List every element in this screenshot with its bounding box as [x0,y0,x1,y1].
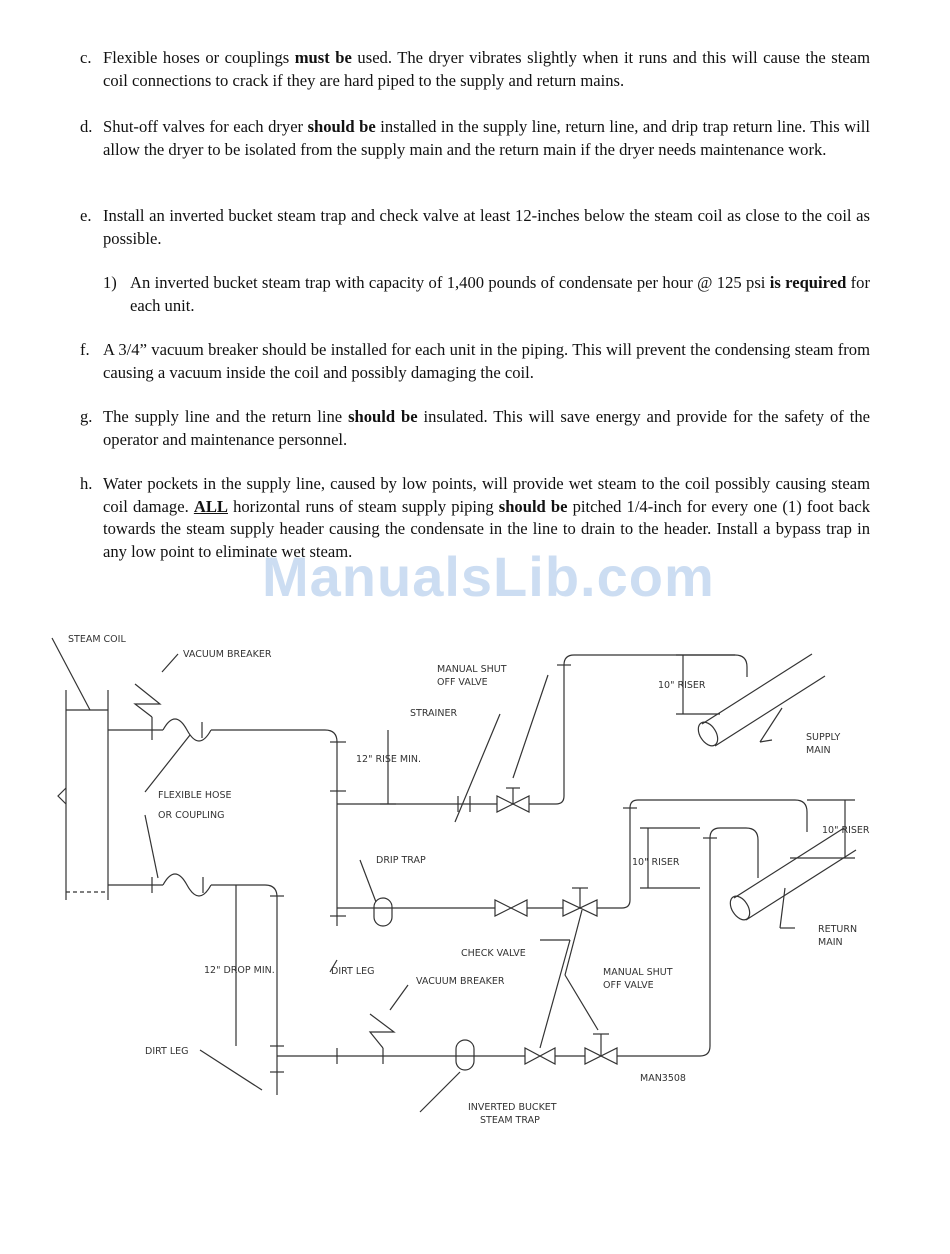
text-run: Install an inverted bucket steam trap and check valve at least 12-inches below the steam coil as close to the coil as possible. [103,206,870,248]
text-run: ALL [193,496,228,516]
label-manual-shut-off-top-2: OFF VALVE [437,677,488,688]
text-run: A 3/4” vacuum breaker should be installed for each unit in the piping. This will prevent the condensing steam from causing a vacuum inside the coil and possibly damaging the coil. [103,340,870,382]
text-run: An inverted bucket steam trap with capacity of 1,400 pounds of condensate per hour @ 125 psi [130,273,770,292]
gate-valve-supply-icon [497,788,529,812]
list-item-e-1 [103,272,870,317]
label-return-main-2: MAIN [818,937,843,948]
label-supply-main-2: MAIN [806,745,831,756]
list-item-g [80,406,870,451]
check-valve-lower-icon [525,1048,555,1064]
label-drop-min: 12" DROP MIN. [204,965,275,976]
label-return-main-1: RETURN [818,924,858,935]
label-dirt-leg-upper: DIRT LEG [331,966,375,977]
steam-coil-icon [58,690,108,900]
label-riser-supply: 10" RISER [658,680,706,691]
label-drawing-number: MAN3508 [640,1073,686,1084]
text-run: The supply line and the return line [103,407,349,426]
text-run: should be [348,407,418,426]
gate-valve-return-upper-icon [563,888,597,916]
list-label: d. [80,117,93,136]
list-label: e. [80,206,92,225]
list-label: 1) [103,273,117,292]
check-valve-upper-icon [495,900,527,916]
list-label: h. [80,474,93,493]
watermark: ManualsLib.com [262,545,715,608]
label-riser-return-left: 10" RISER [632,857,680,868]
text-run: horizontal runs of steam supply piping [227,496,499,516]
text-run: is required [769,273,847,292]
list-label: g. [80,407,93,426]
label-vacuum-breaker-top: VACUUM BREAKER [183,649,272,660]
label-drip-trap: DRIP TRAP [376,855,426,866]
text-run: must be [294,48,352,67]
list-text [103,116,870,161]
text-run: Flexible hoses or couplings [103,48,295,67]
label-rise-min: 12" RISE MIN. [356,754,422,765]
text-run: Shut-off valves for each dryer [103,117,308,136]
gate-valve-return-lower-icon [585,1034,617,1064]
label-riser-return-right: 10" RISER [822,825,870,836]
inverted-bucket-trap-icon [456,1040,474,1070]
label-manual-shut-off-bottom-2: OFF VALVE [603,980,654,991]
label-inverted-bucket-2: STEAM TRAP [480,1115,540,1126]
list-text [103,47,870,92]
list-item-e [80,205,870,250]
label-strainer: STRAINER [410,708,458,719]
list-text [103,406,870,451]
label-flexible-hose-2: OR COUPLING [158,810,225,821]
return-main-icon [726,828,856,923]
list-item-d [80,116,870,161]
label-steam-coil: STEAM COIL [68,634,126,645]
text-run: should be [498,496,568,516]
label-manual-shut-off-top-1: MANUAL SHUT [437,664,507,675]
text-run: pitched 1/4-inch for every one (1) foot back towards the steam supply header causing the condensate in the line to drain to the header. Install a bypass trap in any low point to eliminate wet steam. [103,496,870,561]
list-item-f [80,339,870,384]
list-item-c [80,47,870,92]
label-flexible-hose-1: FLEXIBLE HOSE [158,790,232,801]
text-run: insulated. This will save energy and provide for the safety of the operator and maintenance personnel. [103,407,870,449]
vacuum-breaker-top-icon [135,684,160,717]
label-vacuum-breaker-bottom: VACUUM BREAKER [416,976,505,987]
label-supply-main-1: SUPPLY [806,732,841,743]
drip-trap-icon [374,898,392,926]
text-run: used. The dryer vibrates slightly when it runs and this will cause the steam coil connections to crack if they are hard piped to the supply and return mains. [103,48,871,90]
text-run: Water pockets in the supply line, caused by low points, will provide wet steam to the coil possibly causing steam coil damage. [103,474,870,516]
list-text [130,272,870,317]
list-text [103,339,870,384]
list-label: c. [80,48,92,67]
text-run: for each unit. [130,273,871,315]
flexible-hose-top-icon [163,719,211,741]
label-dirt-leg-lower: DIRT LEG [145,1046,189,1057]
list-label: f. [80,340,90,359]
label-check-valve: CHECK VALVE [461,948,526,959]
text-run: should be [307,117,376,136]
label-manual-shut-off-bottom-1: MANUAL SHUT [603,967,673,978]
piping-diagram [0,610,950,1170]
vacuum-breaker-bottom-icon [370,1014,394,1048]
list-text [103,205,870,250]
text-run: installed in the supply line, return line, and drip trap return line. This will allow the dryer to be isolated from the supply main and the return main if the dryer needs maintenance work. [103,117,870,159]
flexible-hose-bottom-icon [163,874,211,896]
label-inverted-bucket-1: INVERTED BUCKET [468,1102,557,1113]
